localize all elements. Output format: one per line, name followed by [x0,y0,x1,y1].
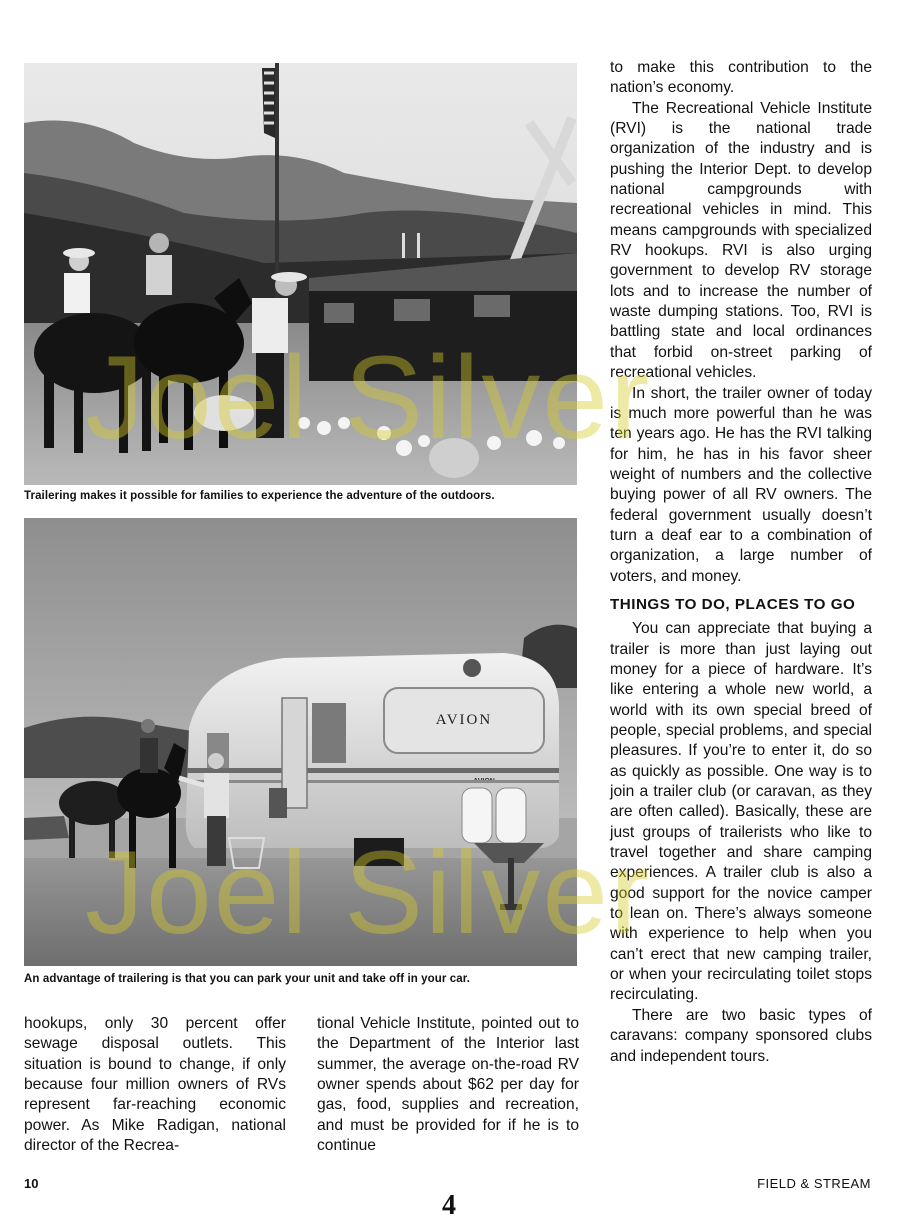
trailer-brand-text: AVION [435,712,493,728]
right-paragraph-5: There are two basic types of caravans: company sponsored clubs and independent tours. [610,1006,872,1065]
article-right-column [610,58,872,1067]
article-bottom-column-1 [24,1014,286,1156]
article-bottom-column-2 [317,1014,579,1156]
right-paragraph-1: to make this contribution to the nation’s economy. [610,59,872,97]
magazine-name: FIELD & STREAM [757,1176,871,1191]
right-paragraph-4: You can appreciate that buying a trailer is more than just laying out money for a piece of hardware. It’s like entering a whole new world, a world with its own special breed of people, special problems, and special pleasures. If you’re to enter it, do so as quickly as possible. One way is to join a trailer club (or caravan, as they are often called). Basically, these are just groups of trailerists who like to travel together and share camping experiences. A trailer club is also a good support for the novice camper to lean on. There’s always someone with experience to help when you can’t erect that new camping trailer, or when your recirculating toilet stops recirculating. [610,620,872,1004]
caption-bottom: An advantage of trailering is that you can park your unit and take off in your car. [24,973,471,985]
right-paragraph-3: In short, the trailer owner of today is much more powerful than he was ten years ago. He has the RVI talking for him, he has in his favor sheer weight of numbers and the collective buying power of all RV owners. The federal government usually doesn’t turn a deaf ear to a combination of organization, a large number of voters, and money. [610,384,872,585]
photo-horseback-family [24,63,577,485]
watermark-upper: Joel Silver [85,332,652,464]
bottom-col2-text: tional Vehicle Institute, pointed out to the Department of the Interior last summer, the average on-the-road RV owner spends about $62 per day for gas, food, supplies and recreation, and must be provided for if he is to continue [317,1015,579,1155]
caption-top: Trailering makes it possible for families to experience the adventure of the outdoors. [24,490,495,502]
photo-avion-trailer-image [24,518,577,966]
photo-avion-trailer [24,518,577,966]
watermark-lower: Joel Silver [85,827,652,959]
page-number-left: 10 [24,1176,39,1191]
section-heading: THINGS TO DO, PLACES TO GO [610,595,856,613]
photo-horseback-family-image [24,63,577,485]
stamp-number: 4 [442,1190,456,1221]
right-paragraph-2: The Recreational Vehicle Institute (RVI) is the national trade organization of the industry and is pushing the Interior Dept. to develop national campgrounds with recreational vehicles in mind. This means campgrounds with specialized RV hookups. RVI is also urging government to develop RV storage lots and to increase the number of waste dumping stations. Too, RVI is battling state and local ordinances that forbid on-street parking of recreational vehicles. [610,99,872,382]
bottom-col1-text: hookups, only 30 percent offer sewage disposal outlets. This situation is bound to change, if only because four million owners of RVs represent far-reaching economic power. As Mike Radigan, national director of the Recrea- [24,1015,286,1155]
